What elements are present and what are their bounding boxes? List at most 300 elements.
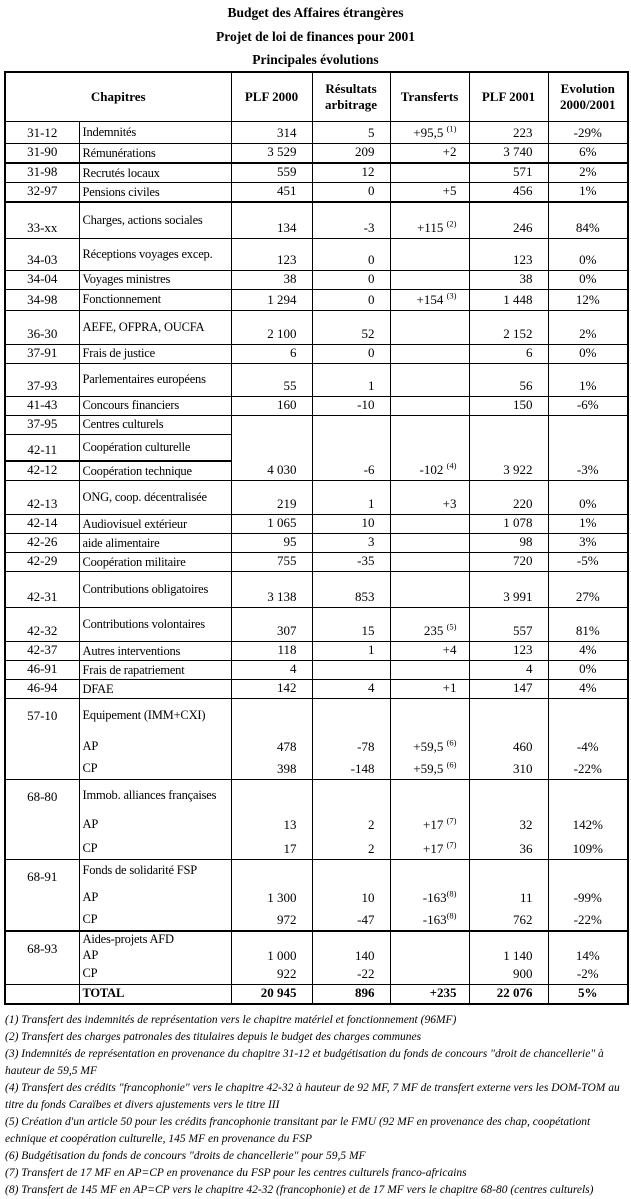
footnote: (3) Indemnités de représentation en provenance du chapitre 31-12 et budgétisation du fonds de concours "droit de chancellerie" à hauteur de 59,5 MF bbox=[5, 1047, 604, 1077]
transfert-value: -163 bbox=[422, 911, 447, 927]
cell-chapter-code: 42-12 bbox=[5, 461, 79, 481]
cell-resultats-arbitrage: 853 bbox=[312, 572, 390, 608]
footnote-ref: (7) bbox=[446, 839, 457, 850]
cell-plf2001: 900 bbox=[469, 966, 548, 985]
col-header-resultats-line2: arbitrage bbox=[325, 96, 377, 112]
table-row bbox=[5, 931, 628, 948]
col-header-evolution-line2: 2000/2001 bbox=[559, 96, 616, 112]
table-row bbox=[5, 733, 628, 757]
cell-transferts bbox=[390, 310, 469, 344]
cell-resultats-arbitrage: 1 bbox=[312, 642, 390, 661]
cell-resultats-arbitrage: -78 bbox=[312, 733, 390, 757]
cell-chapter-label: Rémunérations bbox=[79, 144, 231, 164]
cell-chapter-code: 34-98 bbox=[5, 289, 79, 310]
cell-resultats-arbitrage: 0 bbox=[312, 344, 390, 363]
cell-plf2001: 123 bbox=[469, 642, 548, 661]
cell-evolution: 0% bbox=[548, 238, 628, 270]
table-total-row bbox=[5, 984, 628, 1004]
table-row bbox=[5, 908, 628, 931]
footnote: (6) Budgétisation du fonds de concours "droits de chancellerie" pour 59,5 MF bbox=[5, 1149, 366, 1162]
cell-evolution: 2% bbox=[548, 163, 628, 183]
cell-chapter-code: 32-97 bbox=[5, 183, 79, 203]
cell-chapter-code: 42-37 bbox=[5, 642, 79, 661]
cell-chapter-code: 34-03 bbox=[5, 238, 79, 270]
cell-evolution: -22% bbox=[548, 757, 628, 780]
cell-plf2001: 557 bbox=[469, 608, 548, 642]
cell-chapter-label: Contributions obligatoires bbox=[79, 572, 231, 608]
transfert-value: -163 bbox=[422, 889, 447, 905]
transfert-value: 235 bbox=[423, 623, 447, 638]
cell-resultats-arbitrage bbox=[312, 699, 390, 733]
cell-plf2000: 4 bbox=[231, 661, 312, 680]
cell-resultats-arbitrage bbox=[312, 780, 390, 810]
cell-plf2001: 220 bbox=[469, 481, 548, 515]
cell-transferts: +2 bbox=[390, 144, 469, 164]
cell-chapter-label: aide alimentaire bbox=[79, 534, 231, 553]
cell-transferts bbox=[390, 553, 469, 572]
table-row bbox=[5, 202, 628, 238]
cell-plf2001: 4 bbox=[469, 661, 548, 680]
cell-plf2000: 307 bbox=[231, 608, 312, 642]
table-row bbox=[5, 310, 628, 344]
cell-resultats-arbitrage: -22 bbox=[312, 966, 390, 985]
cell-resultats-arbitrage bbox=[312, 661, 390, 680]
cell-evolution: -3% bbox=[548, 415, 628, 481]
cell-transferts bbox=[390, 396, 469, 415]
cell-chapter-label: Fonctionnement bbox=[79, 289, 231, 310]
cell-resultats-arbitrage: -6 bbox=[312, 415, 390, 481]
col-header-transferts: Transferts bbox=[390, 72, 469, 122]
cell-plf2001: 1 078 bbox=[469, 515, 548, 534]
cell-plf2000: 160 bbox=[231, 396, 312, 415]
table-row bbox=[5, 966, 628, 985]
cell-plf2001: 98 bbox=[469, 534, 548, 553]
cell-resultats-arbitrage: 3 bbox=[312, 534, 390, 553]
cell-transferts bbox=[390, 966, 469, 985]
footnote-ref: (4) bbox=[446, 460, 457, 471]
cell-chapter-label: Concours financiers bbox=[79, 396, 231, 415]
cell-chapter-code: 42-32 bbox=[5, 608, 79, 642]
cell-chapter-label: Audiovisuel extérieur bbox=[79, 515, 231, 534]
cell-evolution: 1% bbox=[548, 363, 628, 396]
cell-plf2001: 1 140 bbox=[469, 948, 548, 966]
cell-chapter-code: 37-93 bbox=[5, 363, 79, 396]
table-row bbox=[5, 572, 628, 608]
cell-evolution: 84% bbox=[548, 202, 628, 238]
cell-chapter-label: Immob. alliances françaises bbox=[79, 780, 231, 810]
cell-chapter-label: Réceptions voyages excep. bbox=[79, 238, 231, 270]
cell-plf2000: 755 bbox=[231, 553, 312, 572]
cell-plf2000: 1 300 bbox=[231, 881, 312, 908]
table-header-row bbox=[5, 72, 628, 122]
cell-resultats-arbitrage: 2 bbox=[312, 810, 390, 835]
cell-chapter-label: Aides-projets AFD bbox=[79, 931, 231, 948]
cell-chapter-label: Coopération militaire bbox=[79, 553, 231, 572]
transfert-value: +17 bbox=[422, 841, 447, 856]
cell-chapter-label: CP bbox=[79, 835, 231, 860]
table-row bbox=[5, 144, 628, 164]
cell-plf2000: 1 294 bbox=[231, 289, 312, 310]
cell-evolution: -99% bbox=[548, 881, 628, 908]
cell-chapter-label: TOTAL bbox=[79, 984, 231, 1004]
cell-resultats-arbitrage bbox=[312, 860, 390, 881]
cell-evolution bbox=[548, 931, 628, 948]
cell-chapter-code: 36-30 bbox=[5, 310, 79, 344]
cell-transferts bbox=[390, 881, 469, 908]
cell-chapter-code: 57-10 bbox=[5, 699, 79, 780]
cell-chapter-label: AP bbox=[79, 881, 231, 908]
cell-resultats-arbitrage bbox=[312, 931, 390, 948]
cell-resultats-arbitrage: 140 bbox=[312, 948, 390, 966]
cell-transferts bbox=[390, 238, 469, 270]
cell-chapter-code: 68-91 bbox=[5, 860, 79, 931]
table-caption: Principales évolutions bbox=[252, 52, 379, 67]
cell-evolution: 12% bbox=[548, 289, 628, 310]
cell-plf2001 bbox=[469, 699, 548, 733]
table-row bbox=[5, 183, 628, 203]
cell-resultats-arbitrage: -35 bbox=[312, 553, 390, 572]
cell-plf2001: 147 bbox=[469, 680, 548, 699]
cell-resultats-arbitrage: 52 bbox=[312, 310, 390, 344]
cell-chapter-label: Voyages ministres bbox=[79, 270, 231, 289]
col-header-plf2001: PLF 2001 bbox=[469, 72, 548, 122]
transfert-value: +95,5 bbox=[413, 125, 447, 140]
cell-chapter-label: CP bbox=[79, 908, 231, 931]
footnote-ref: (2) bbox=[446, 218, 457, 229]
table-row bbox=[5, 363, 628, 396]
cell-resultats-arbitrage: -3 bbox=[312, 202, 390, 238]
table-row bbox=[5, 534, 628, 553]
transfert-value: +59,5 bbox=[413, 738, 447, 754]
cell-resultats-arbitrage: 0 bbox=[312, 270, 390, 289]
cell-plf2000: 1 000 bbox=[231, 948, 312, 966]
footnote-ref: (7) bbox=[446, 815, 457, 826]
cell-transferts bbox=[390, 344, 469, 363]
cell-evolution bbox=[548, 860, 628, 881]
cell-chapter-code: 34-04 bbox=[5, 270, 79, 289]
transfert-value: +17 bbox=[422, 816, 447, 832]
cell-plf2001: 38 bbox=[469, 270, 548, 289]
footnote: (2) Transfert des charges patronales des titulaires depuis le budget des charges communes bbox=[5, 1030, 422, 1043]
cell-chapter-label: Autres interventions bbox=[79, 642, 231, 661]
cell-chapter-label: DFAE bbox=[79, 680, 231, 699]
footnote-ref: (3) bbox=[446, 290, 457, 301]
table-row bbox=[5, 344, 628, 363]
cell-plf2000: 559 bbox=[231, 163, 312, 183]
cell-transferts bbox=[390, 661, 469, 680]
cell-transferts bbox=[390, 699, 469, 733]
cell-resultats-arbitrage: 0 bbox=[312, 183, 390, 203]
cell-transferts bbox=[390, 860, 469, 881]
cell-evolution: 2% bbox=[548, 310, 628, 344]
cell-chapter-code: 46-91 bbox=[5, 661, 79, 680]
cell-transferts bbox=[390, 908, 469, 931]
cell-plf2000: 123 bbox=[231, 238, 312, 270]
cell-chapter-label: AP bbox=[79, 733, 231, 757]
cell-resultats-arbitrage: 0 bbox=[312, 238, 390, 270]
cell-plf2000 bbox=[231, 780, 312, 810]
cell-chapter-code: 42-26 bbox=[5, 534, 79, 553]
cell-plf2000: 1 065 bbox=[231, 515, 312, 534]
table-row bbox=[5, 415, 628, 434]
table-row bbox=[5, 835, 628, 860]
cell-resultats-arbitrage: 209 bbox=[312, 144, 390, 164]
cell-evolution: -29% bbox=[548, 122, 628, 144]
cell-plf2001: 2 152 bbox=[469, 310, 548, 344]
transfert-value: -102 bbox=[419, 462, 447, 477]
cell-chapter-label: Centres culturels bbox=[79, 415, 231, 434]
cell-plf2001: 223 bbox=[469, 122, 548, 144]
cell-chapter-code: 42-29 bbox=[5, 553, 79, 572]
cell-transferts: +4 bbox=[390, 642, 469, 661]
table-row bbox=[5, 289, 628, 310]
cell-plf2001: 6 bbox=[469, 344, 548, 363]
cell-plf2000: 142 bbox=[231, 680, 312, 699]
cell-resultats-arbitrage: 1 bbox=[312, 363, 390, 396]
cell-plf2001: 460 bbox=[469, 733, 548, 757]
cell-evolution: 1% bbox=[548, 515, 628, 534]
cell-transferts bbox=[390, 948, 469, 966]
cell-resultats-arbitrage: 12 bbox=[312, 163, 390, 183]
cell-chapter-code: 42-14 bbox=[5, 515, 79, 534]
document-title-block bbox=[0, 0, 631, 67]
cell-chapter-label: Frais de rapatriement bbox=[79, 661, 231, 680]
cell-chapter-label: Coopération technique bbox=[79, 461, 231, 481]
cell-evolution: 27% bbox=[548, 572, 628, 608]
table-row bbox=[5, 122, 628, 144]
cell-plf2001: 310 bbox=[469, 757, 548, 780]
cell-plf2001: 123 bbox=[469, 238, 548, 270]
cell-transferts: +1 bbox=[390, 680, 469, 699]
cell-plf2001: 3 740 bbox=[469, 144, 548, 164]
cell-plf2000 bbox=[231, 699, 312, 733]
cell-plf2000: 3 529 bbox=[231, 144, 312, 164]
cell-resultats-arbitrage: 10 bbox=[312, 515, 390, 534]
cell-chapter-label: Fonds de solidarité FSP bbox=[79, 860, 231, 881]
cell-plf2000: 38 bbox=[231, 270, 312, 289]
cell-chapter-code: 41-43 bbox=[5, 396, 79, 415]
cell-evolution: 0% bbox=[548, 344, 628, 363]
cell-chapter-code: 42-31 bbox=[5, 572, 79, 608]
table-row bbox=[5, 881, 628, 908]
cell-transferts bbox=[390, 270, 469, 289]
cell-resultats-arbitrage: -10 bbox=[312, 396, 390, 415]
cell-evolution: 3% bbox=[548, 534, 628, 553]
cell-evolution: 6% bbox=[548, 144, 628, 164]
cell-chapter-label: Parlementaires européens bbox=[79, 363, 231, 396]
col-header-plf2000: PLF 2000 bbox=[231, 72, 312, 122]
cell-plf2001: 36 bbox=[469, 835, 548, 860]
cell-plf2001: 3 991 bbox=[469, 572, 548, 608]
cell-plf2000: 4 030 bbox=[231, 415, 312, 481]
cell-transferts: +3 bbox=[390, 481, 469, 515]
cell-plf2001: 456 bbox=[469, 183, 548, 203]
cell-chapter-code: 46-94 bbox=[5, 680, 79, 699]
cell-plf2000: 972 bbox=[231, 908, 312, 931]
cell-evolution: 4% bbox=[548, 642, 628, 661]
cell-evolution bbox=[548, 780, 628, 810]
cell-transferts bbox=[390, 363, 469, 396]
cell-chapter-label: ONG, coop. décentralisée bbox=[79, 481, 231, 515]
cell-chapter-label: AP bbox=[79, 948, 231, 966]
cell-evolution: 142% bbox=[548, 810, 628, 835]
table-row bbox=[5, 699, 628, 733]
cell-plf2000: 17 bbox=[231, 835, 312, 860]
cell-plf2000: 451 bbox=[231, 183, 312, 203]
cell-plf2000 bbox=[231, 860, 312, 881]
cell-plf2000: 20 945 bbox=[231, 984, 312, 1004]
cell-resultats-arbitrage: 4 bbox=[312, 680, 390, 699]
cell-transferts: +235 bbox=[390, 984, 469, 1004]
cell-plf2000: 55 bbox=[231, 363, 312, 396]
table-row bbox=[5, 270, 628, 289]
footnote-ref: (5) bbox=[446, 621, 457, 632]
cell-chapter-label: Frais de justice bbox=[79, 344, 231, 363]
cell-plf2000: 314 bbox=[231, 122, 312, 144]
cell-chapter-code: 33-xx bbox=[5, 202, 79, 238]
footnote-ref: (8) bbox=[446, 910, 457, 921]
cell-plf2000: 478 bbox=[231, 733, 312, 757]
footnote-ref: (6) bbox=[446, 759, 457, 770]
table-row bbox=[5, 481, 628, 515]
table-row bbox=[5, 860, 628, 881]
cell-resultats-arbitrage: 896 bbox=[312, 984, 390, 1004]
cell-plf2000: 134 bbox=[231, 202, 312, 238]
cell-chapter-code: 31-90 bbox=[5, 144, 79, 164]
cell-transferts bbox=[390, 733, 469, 757]
cell-transferts bbox=[390, 780, 469, 810]
footnote-ref: (1) bbox=[446, 123, 457, 134]
cell-plf2000: 922 bbox=[231, 966, 312, 985]
footnote: (1) Transfert des indemnités de représentation vers le chapitre matériel et fonctionnement (96MF) bbox=[5, 1013, 457, 1026]
cell-chapter-label: Recrutés locaux bbox=[79, 163, 231, 183]
cell-transferts: +5 bbox=[390, 183, 469, 203]
cell-chapter-label: AEFE, OFPRA, OUCFA bbox=[79, 310, 231, 344]
document-subtitle: Projet de loi de finances pour 2001 bbox=[216, 28, 415, 44]
cell-evolution: 5% bbox=[548, 984, 628, 1004]
cell-chapter-code: 68-93 bbox=[5, 931, 79, 985]
cell-transferts bbox=[390, 163, 469, 183]
cell-chapter-code bbox=[5, 984, 79, 1004]
cell-evolution: -6% bbox=[548, 396, 628, 415]
cell-evolution: -4% bbox=[548, 733, 628, 757]
cell-chapter-label: AP bbox=[79, 810, 231, 835]
cell-plf2001: 1 448 bbox=[469, 289, 548, 310]
col-header-chapitres: Chapitres bbox=[5, 72, 231, 122]
cell-resultats-arbitrage: -47 bbox=[312, 908, 390, 931]
cell-resultats-arbitrage: 10 bbox=[312, 881, 390, 908]
cell-plf2001: 720 bbox=[469, 553, 548, 572]
cell-evolution: 0% bbox=[548, 661, 628, 680]
cell-transferts bbox=[390, 931, 469, 948]
cell-evolution: -5% bbox=[548, 553, 628, 572]
cell-plf2001: 150 bbox=[469, 396, 548, 415]
cell-plf2000: 398 bbox=[231, 757, 312, 780]
footnote-ref: (8) bbox=[446, 888, 457, 899]
cell-chapter-code: 31-98 bbox=[5, 163, 79, 183]
cell-chapter-label: CP bbox=[79, 757, 231, 780]
cell-transferts bbox=[390, 608, 469, 642]
cell-chapter-code: 42-13 bbox=[5, 481, 79, 515]
footnote: (7) Transfert de 17 MF en AP=CP en provenance du FSP pour les centres culturels franco-africains bbox=[5, 1166, 467, 1179]
cell-plf2001 bbox=[469, 931, 548, 948]
cell-chapter-code: 68-80 bbox=[5, 780, 79, 860]
cell-evolution: 4% bbox=[548, 680, 628, 699]
cell-plf2001: 571 bbox=[469, 163, 548, 183]
table-row bbox=[5, 553, 628, 572]
table-row bbox=[5, 608, 628, 642]
table-row bbox=[5, 680, 628, 699]
cell-plf2001: 11 bbox=[469, 881, 548, 908]
cell-plf2000: 6 bbox=[231, 344, 312, 363]
cell-evolution: 0% bbox=[548, 481, 628, 515]
cell-resultats-arbitrage: 15 bbox=[312, 608, 390, 642]
cell-chapter-label: Contributions volontaires bbox=[79, 608, 231, 642]
cell-plf2000: 219 bbox=[231, 481, 312, 515]
cell-plf2001: 32 bbox=[469, 810, 548, 835]
col-header-evolution-line1: Evolution bbox=[560, 80, 615, 96]
cell-chapter-code: 31-12 bbox=[5, 122, 79, 144]
cell-chapter-label: Charges, actions sociales bbox=[79, 202, 231, 238]
transfert-value: +115 bbox=[416, 219, 447, 235]
cell-resultats-arbitrage: 0 bbox=[312, 289, 390, 310]
footnote: (8) Transfert de 145 MF en AP=CP vers le chapitre 42-32 (francophonie) et de 17 MF vers le chapitre 68-80 (centres culturels) bbox=[5, 1183, 594, 1196]
cell-plf2001 bbox=[469, 860, 548, 881]
cell-chapter-code: 37-95 bbox=[5, 415, 79, 434]
cell-plf2000: 13 bbox=[231, 810, 312, 835]
cell-plf2001: 762 bbox=[469, 908, 548, 931]
footnote: (4) Transfert des crédits "francophonie" vers le chapitre 42-32 à hauteur de 92 MF, 7 MF de transfert externe vers les DOM-TOM au titre du fonds Caraïbes et divers ajustements vers le titre III bbox=[5, 1081, 620, 1111]
footnotes-block bbox=[5, 1012, 626, 1199]
cell-transferts bbox=[390, 202, 469, 238]
cell-chapter-label: Coopération culturelle bbox=[79, 434, 231, 461]
table-row bbox=[5, 515, 628, 534]
cell-evolution: 1% bbox=[548, 183, 628, 203]
cell-resultats-arbitrage: -148 bbox=[312, 757, 390, 780]
table-row bbox=[5, 642, 628, 661]
table-row bbox=[5, 661, 628, 680]
table-row bbox=[5, 757, 628, 780]
cell-transferts bbox=[390, 572, 469, 608]
cell-transferts bbox=[390, 757, 469, 780]
cell-evolution: -22% bbox=[548, 908, 628, 931]
cell-chapter-label: Equipement (IMM+CXI) bbox=[79, 699, 231, 733]
cell-transferts bbox=[390, 289, 469, 310]
cell-transferts bbox=[390, 122, 469, 144]
cell-plf2001: 22 076 bbox=[469, 984, 548, 1004]
cell-plf2000 bbox=[231, 931, 312, 948]
cell-resultats-arbitrage: 5 bbox=[312, 122, 390, 144]
document-title: Budget des Affaires étrangères bbox=[227, 5, 404, 20]
table-row bbox=[5, 948, 628, 966]
col-header-resultats-arbitrage bbox=[312, 72, 390, 122]
table-row bbox=[5, 396, 628, 415]
cell-plf2000: 95 bbox=[231, 534, 312, 553]
cell-resultats-arbitrage: 2 bbox=[312, 835, 390, 860]
cell-chapter-label: CP bbox=[79, 966, 231, 985]
cell-transferts bbox=[390, 810, 469, 835]
cell-evolution: 0% bbox=[548, 270, 628, 289]
transfert-value: +154 bbox=[416, 291, 447, 307]
cell-transferts bbox=[390, 415, 469, 481]
cell-evolution: 14% bbox=[548, 948, 628, 966]
table-row bbox=[5, 238, 628, 270]
cell-transferts bbox=[390, 515, 469, 534]
footnote-ref: (6) bbox=[446, 737, 457, 748]
cell-resultats-arbitrage: 1 bbox=[312, 481, 390, 515]
budget-table bbox=[4, 71, 629, 1005]
cell-evolution bbox=[548, 699, 628, 733]
